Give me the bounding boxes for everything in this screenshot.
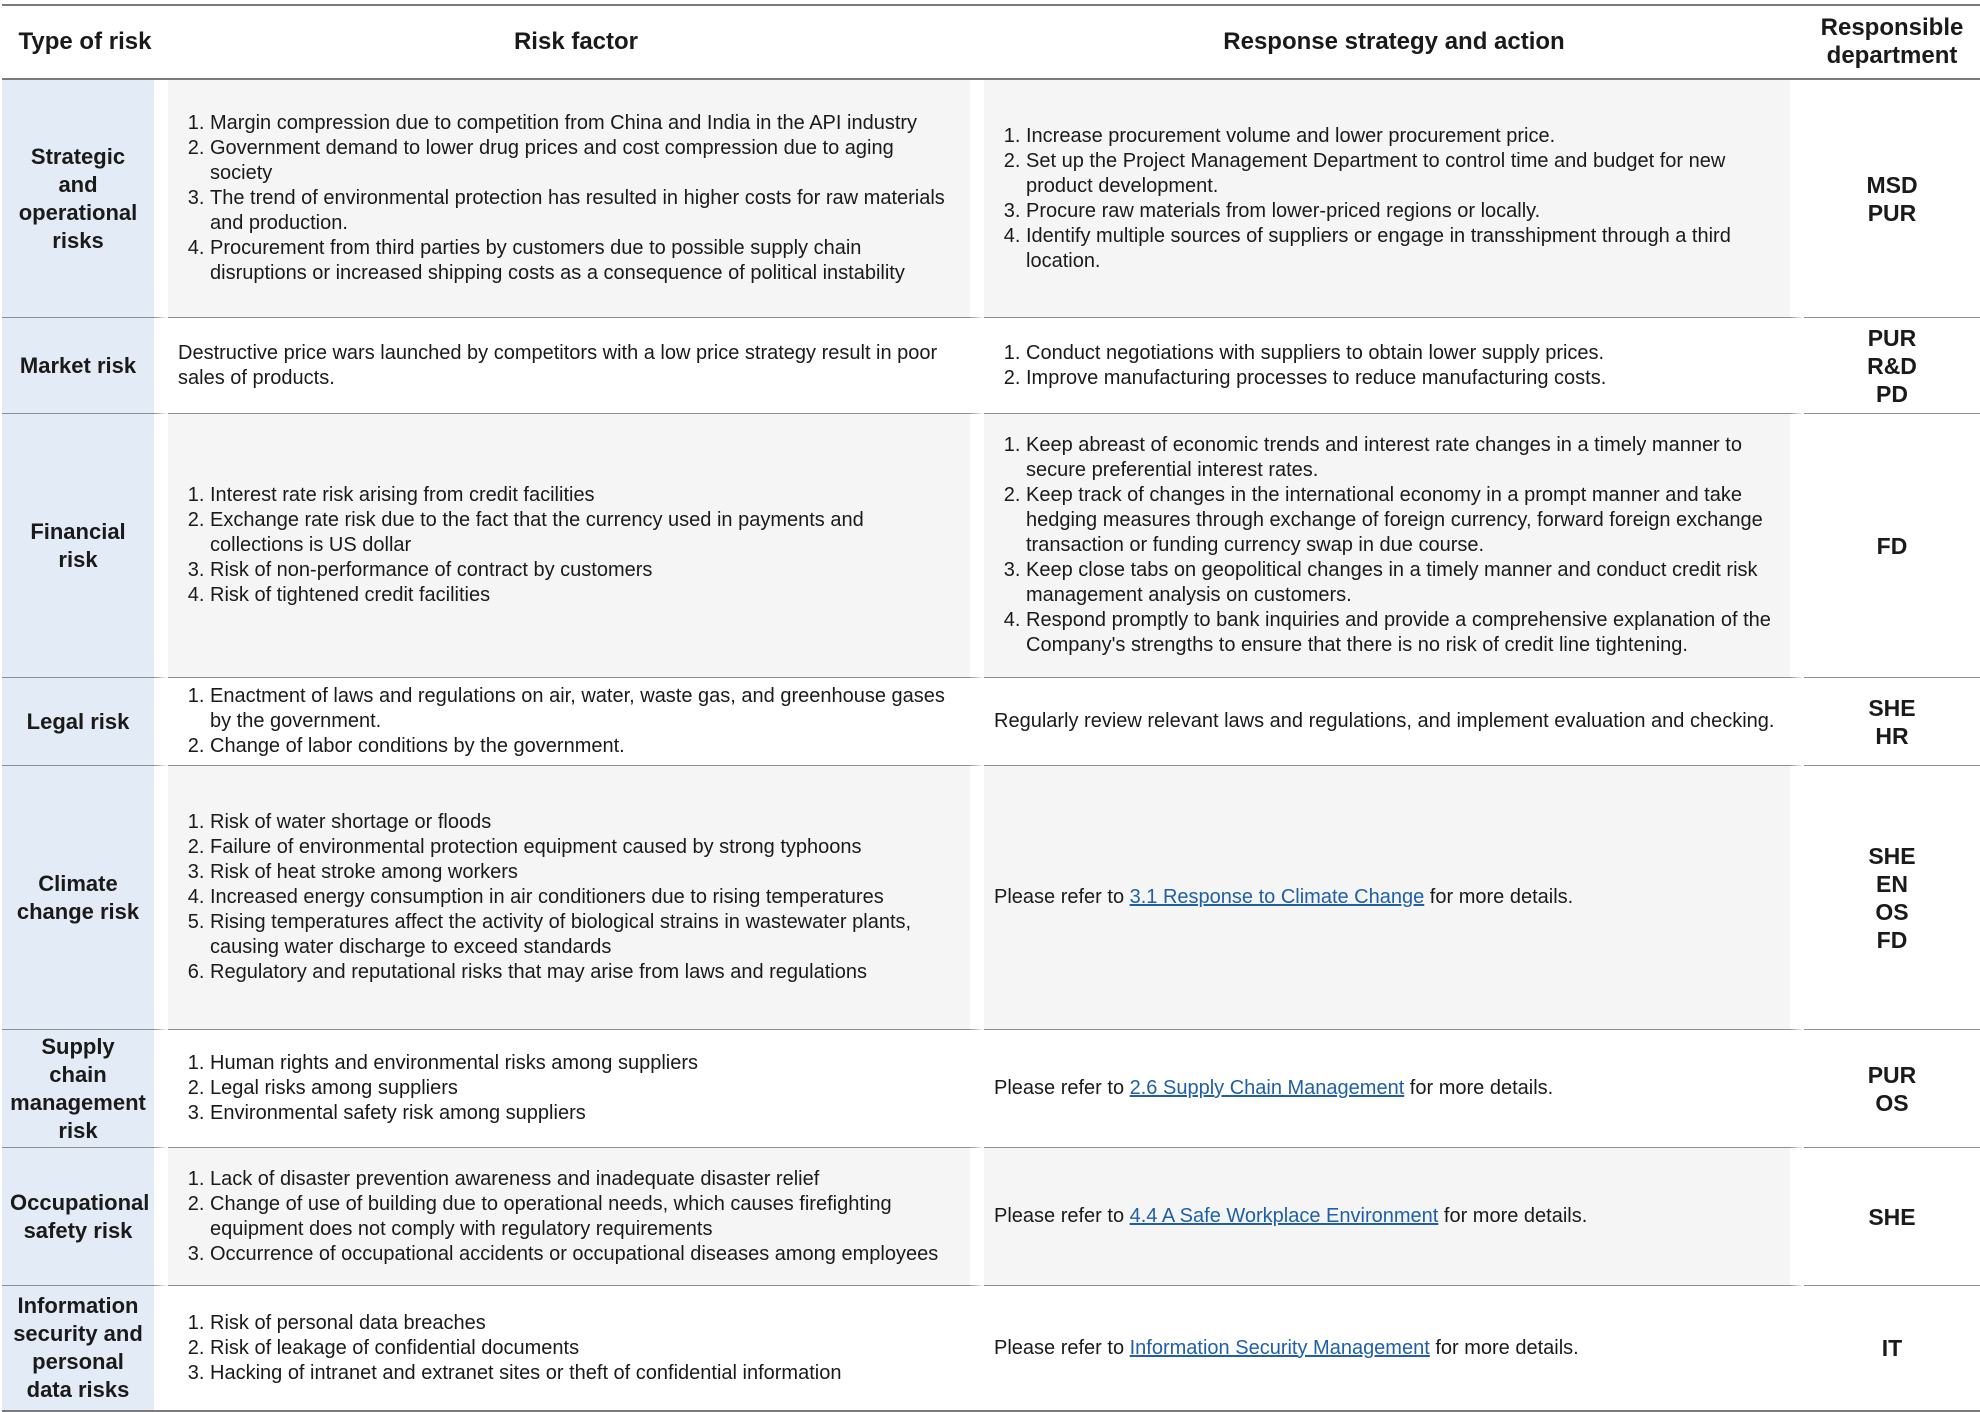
list-item: 3. Risk of non-performance of contract by customers — [210, 558, 960, 583]
list-item: 3. Hacking of intranet and extranet sites or theft of confidential information — [210, 1361, 960, 1386]
risk-factor-cell — [168, 1286, 984, 1410]
risk-type: Market risk — [2, 318, 168, 414]
risk-table-container — [2, 4, 1980, 1412]
list-item: 1. Enactment of laws and regulations on air, water, waste gas, and greenhouse gases by the government. — [210, 684, 960, 734]
ref-prefix: Please refer to — [994, 1077, 1130, 1099]
list-item: 4. Identify multiple sources of suppliers or engage in transshipment through a third location. — [1026, 224, 1780, 274]
response-cell — [984, 1148, 1804, 1286]
dept-code: SHE — [1868, 1203, 1916, 1230]
risk-factor-cell — [168, 1030, 984, 1148]
response-cell — [984, 318, 1804, 414]
list-item: 2. Improve manufacturing processes to reduce manufacturing costs. — [1026, 366, 1780, 391]
header-type: Type of risk — [2, 6, 168, 80]
table-row — [2, 80, 1980, 318]
list-item: 2. Failure of environmental protection equipment caused by strong typhoons — [210, 835, 960, 860]
risk-factor-list — [178, 1311, 960, 1386]
responsible-dept — [1804, 766, 1980, 1030]
list-item: 1. Keep abreast of economic trends and interest rate changes in a timely manner to secure preferential interest rates. — [1026, 433, 1780, 483]
list-item: 1. Interest rate risk arising from credit facilities — [210, 483, 960, 508]
safe-workplace-link[interactable]: 4.4 A Safe Workplace Environment — [1129, 1205, 1439, 1227]
ref-suffix: for more details. — [1404, 1077, 1554, 1099]
list-item: 5. Rising temperatures affect the activity of biological strains in wastewater plants, causing water discharge to exceed standards — [210, 910, 960, 960]
supply-chain-link[interactable]: 2.6 Supply Chain Management — [1129, 1077, 1405, 1099]
risk-type: Strategic and operational risks — [2, 80, 168, 318]
list-item: 6. Regulatory and reputational risks that may arise from laws and regulations — [210, 960, 960, 985]
table-row — [2, 414, 1980, 678]
response-cell — [984, 766, 1804, 1030]
response-cell — [984, 80, 1804, 318]
response-cell — [984, 678, 1804, 766]
risk-type: Supply chain management risk — [2, 1030, 168, 1148]
dept-code: HR — [1875, 722, 1909, 749]
list-item: 1. Risk of personal data breaches — [210, 1311, 960, 1336]
response-list — [994, 124, 1780, 274]
list-item: 2. Keep track of changes in the international economy in a prompt manner and take hedging measures through exchange of foreign currency, forward foreign exchange transaction or funding currency swap in due course. — [1026, 483, 1780, 558]
response-list — [994, 433, 1780, 658]
risk-factor-cell — [168, 678, 984, 766]
list-item: 4. Respond promptly to bank inquiries and provide a comprehensive explanation of the Company's strengths to ensure that there is no risk of credit line tightening. — [1026, 608, 1780, 658]
list-item: 3. Procure raw materials from lower-priced regions or locally. — [1026, 199, 1780, 224]
response-list — [994, 341, 1780, 391]
list-item: 1. Risk of water shortage or floods — [210, 810, 960, 835]
header-factor: Risk factor — [168, 6, 984, 80]
responsible-dept — [1804, 1286, 1980, 1410]
response-text — [994, 1336, 1780, 1361]
risk-factor-list — [178, 111, 960, 286]
risk-factor-list — [178, 1051, 960, 1126]
ref-suffix: for more details. — [1429, 1336, 1579, 1359]
response-cell — [984, 1030, 1804, 1148]
table-row — [2, 678, 1980, 766]
table-row — [2, 766, 1980, 1030]
header-action: Response strategy and action — [984, 6, 1804, 80]
list-item: 2. Exchange rate risk due to the fact that the currency used in payments and collections is US dollar — [210, 508, 960, 558]
responsible-dept — [1804, 1030, 1980, 1148]
responsible-dept — [1804, 80, 1980, 318]
risk-factor-cell — [168, 318, 984, 414]
ref-prefix: Please refer to — [994, 886, 1130, 908]
dept-code: PUR — [1867, 1061, 1917, 1088]
list-item: 3. The trend of environmental protection has resulted in higher costs for raw materials and production. — [210, 186, 960, 236]
list-item: 1. Margin compression due to competition from China and India in the API industry — [210, 111, 960, 136]
dept-code: PUR — [1867, 199, 1917, 226]
risk-factor-text: Destructive price wars launched by competitors with a low price strategy result in poor sales of products. — [178, 341, 938, 389]
table-row — [2, 318, 1980, 414]
list-item: 2. Risk of leakage of confidential documents — [210, 1336, 960, 1361]
dept-code: PUR — [1867, 324, 1917, 351]
list-item: 3. Risk of heat stroke among workers — [210, 860, 960, 885]
risk-factor-list — [178, 483, 960, 608]
risk-factor-list — [178, 810, 960, 985]
risk-type: Legal risk — [2, 678, 168, 766]
response-cell — [984, 414, 1804, 678]
risk-type: Occupational safety risk — [2, 1148, 168, 1286]
ref-prefix: Please refer to — [994, 1205, 1130, 1227]
table-row — [2, 1030, 1980, 1148]
risk-factor-cell — [168, 766, 984, 1030]
dept-code: MSD — [1866, 171, 1918, 198]
risk-factor-list — [178, 1167, 960, 1267]
response-text: Regularly review relevant laws and regulations, and implement evaluation and checking. — [994, 710, 1775, 732]
ref-suffix: for more details. — [1424, 886, 1574, 908]
response-text — [994, 1204, 1780, 1229]
list-item: 3. Keep close tabs on geopolitical changes in a timely manner and conduct credit risk management analysis on customers. — [1026, 558, 1780, 608]
list-item: 1. Lack of disaster prevention awareness and inadequate disaster relief — [210, 1167, 960, 1192]
list-item: 3. Occurrence of occupational accidents or occupational diseases among employees — [210, 1242, 960, 1267]
dept-code: SHE — [1868, 842, 1916, 869]
dept-code: SHE — [1868, 694, 1916, 721]
dept-code: OS — [1875, 898, 1909, 925]
list-item: 1. Increase procurement volume and lower procurement price. — [1026, 124, 1780, 149]
ref-prefix: Please refer to — [994, 1336, 1130, 1359]
risk-type: Information security and personal data risks — [2, 1286, 168, 1410]
responsible-dept — [1804, 1148, 1980, 1286]
header-dept: Responsible department — [1804, 6, 1980, 80]
list-item: 2. Change of use of building due to operational needs, which causes firefighting equipment does not comply with regulatory requirements — [210, 1192, 960, 1242]
header-row — [2, 6, 1980, 80]
list-item: 1. Conduct negotiations with suppliers to obtain lower supply prices. — [1026, 341, 1780, 366]
risk-factor-cell — [168, 80, 984, 318]
climate-change-link[interactable]: 3.1 Response to Climate Change — [1129, 886, 1425, 908]
dept-code: IT — [1881, 1335, 1903, 1361]
table-row — [2, 1286, 1980, 1410]
risk-factor-list — [178, 684, 960, 759]
list-item: 4. Risk of tightened credit facilities — [210, 583, 960, 608]
dept-code: R&D — [1867, 352, 1917, 379]
response-cell — [984, 1286, 1804, 1410]
list-item: 1. Human rights and environmental risks among suppliers — [210, 1051, 960, 1076]
table-row — [2, 1148, 1980, 1286]
dept-code: PD — [1876, 380, 1908, 407]
list-item: 2. Change of labor conditions by the government. — [210, 734, 960, 759]
ref-suffix: for more details. — [1438, 1205, 1588, 1227]
list-item: 4. Increased energy consumption in air conditioners due to rising temperatures — [210, 885, 960, 910]
dept-code: FD — [1876, 532, 1908, 559]
list-item: 4. Procurement from third parties by customers due to possible supply chain disruptions or increased shipping costs as a consequence of political instability — [210, 236, 960, 286]
responsible-dept — [1804, 414, 1980, 678]
list-item: 2. Government demand to lower drug prices and cost compression due to aging society — [210, 136, 960, 186]
list-item: 2. Legal risks among suppliers — [210, 1076, 960, 1101]
risk-factor-cell — [168, 1148, 984, 1286]
dept-code: OS — [1875, 1089, 1909, 1116]
responsible-dept — [1804, 318, 1980, 414]
risk-type: Climate change risk — [2, 766, 168, 1030]
risk-factor-cell — [168, 414, 984, 678]
list-item: 2. Set up the Project Management Department to control time and budget for new product development. — [1026, 149, 1780, 199]
responsible-dept — [1804, 678, 1980, 766]
risk-table — [2, 4, 1980, 1412]
list-item: 3. Environmental safety risk among suppliers — [210, 1101, 960, 1126]
info-security-link[interactable]: Information Security Management — [1129, 1336, 1430, 1359]
risk-type: Financial risk — [2, 414, 168, 678]
response-text — [994, 885, 1780, 910]
dept-code: EN — [1876, 870, 1908, 897]
dept-code: FD — [1876, 926, 1908, 953]
response-text — [994, 1076, 1780, 1101]
